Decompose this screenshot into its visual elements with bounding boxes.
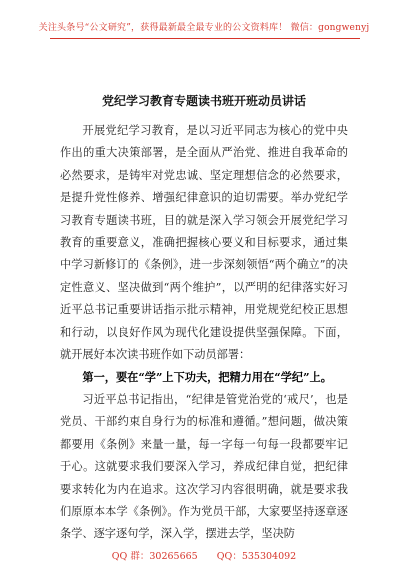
document-body [60, 120, 348, 546]
paragraph-intro: 开展党纪学习教育，是以习近平同志为核心的党中央作出的重大决策部署，是全面从严治党、推进自我革命的必然要求，是铸牢对党忠诚、坚定理想信念的必然要求，是提升党性修养、增强纪律意识的迫切需要。举办党纪学习教育专题读书班，目的就是深入学习领会开展党纪学习教育的重要意义，准确把握核心要义和目标要求，通过集中学习新修订的《条例》，进一步深刻领悟“两个确立”的决定性意义、坚决做到“两个维护”，以严明的纪律落实好习近平总书记重要讲话指示批示精神，用党规党纪校正思想和行动，以良好作风为现代化建设提供坚强保障。下面，就开展好本次读书班作如下动员部署： [60, 124, 348, 362]
header-divider [50, 38, 360, 39]
paragraph-body: 习近平总书记指出，“纪律是管党治党的‘戒尺’，也是党员、干部约束自身行为的标准和遵循。”想问题，做决策都要用《条例》来量一量，每一字每一句每一段都要牢记于心。这就要求我们要深入学习，养成纪律自觉，把纪律要求转化为内在追求。这次学习内容很明确，就是要求我们原原本本学《条例》。作为党员干部，大家要坚持逐章逐条学、逐字逐句学，深入学，摆进去学，坚决防 [60, 392, 348, 541]
section-heading: 第一，要在“学”上下功夫，把精力用在“学纪”上。 [82, 370, 332, 385]
document-title: 党纪学习教育专题读书班开班动员讲话 [101, 94, 306, 108]
footer-qq: QQ：535304092 [216, 551, 297, 562]
footer-contact [0, 548, 408, 562]
footer-qq-group: QQ 群：30265665 [111, 551, 198, 562]
header-notice: 关注头条号“公文研究”，获得最新最全最专业的公文资料库！ 微信：gongwenyj [38, 23, 370, 33]
